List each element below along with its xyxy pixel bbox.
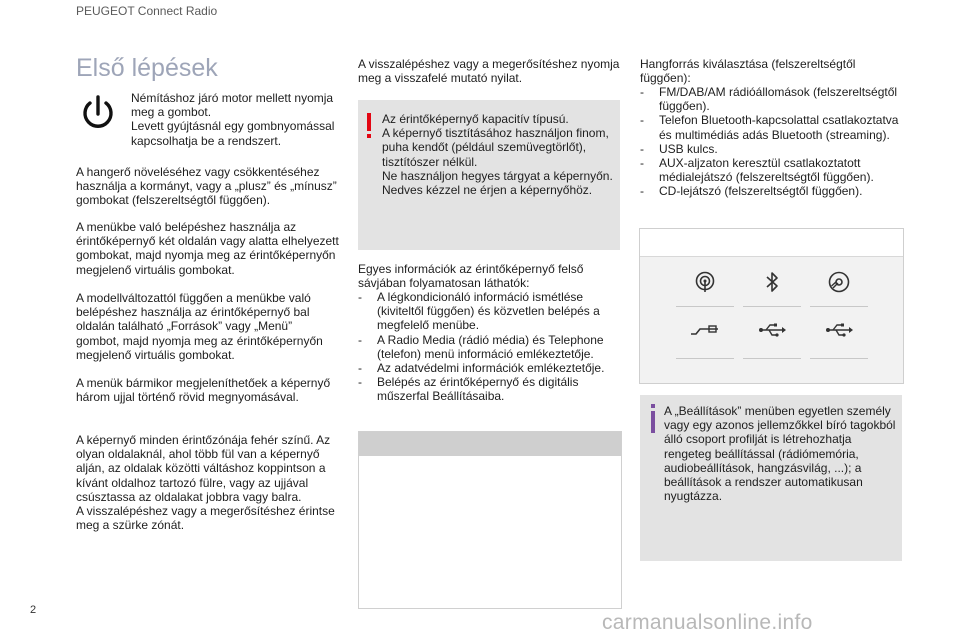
source-screen xyxy=(639,228,904,384)
source-bluetooth-button[interactable] xyxy=(743,271,801,307)
source-aux-button[interactable] xyxy=(676,323,734,359)
info-icon xyxy=(650,404,656,434)
col1-paragraph-4: A menük bármikor megjeleníthetőek a képernyő három ujjal történő rövid megnyomásával. xyxy=(76,376,331,405)
col1-paragraph-5: A képernyő minden érintőzónája fehér színű. Az olyan oldalaknál, ahol több fül van a képernyő alján, az oldalak közötti váltáshoz koppintson a kívánt oldalhoz tartozó fülre, vagy az ujjával csúsztassa az oldalakat jobbra vagy balra. A visszalépéshez vagy a megerősítéshez érintse meg a szürke zónát. xyxy=(76,433,335,533)
list-item: - A légkondicionáló információ ismétlése (kiviteltől függően) és közvetlen belépés a megfelelő menübe. xyxy=(358,290,620,333)
source-radio-button[interactable] xyxy=(676,271,734,307)
list-item: - Az adatvédelmi információk emlékeztetője. xyxy=(358,361,620,375)
cd-icon xyxy=(828,271,850,293)
col1-paragraph-2: A menükbe való belépéshez használja az érintőképernyő két oldalán vagy alatta elhelyezett gombokat, majd nyomja meg az érintőképernyőn megjelenő virtuális gombokat. xyxy=(76,220,339,277)
col2-paragraph-1: A visszalépéshez vagy a megerősítéshez nyomja meg a visszafelé mutató nyilat. xyxy=(358,57,620,86)
list-item: - AUX-aljzaton keresztül csatlakoztatott médialejátszó (felszereltségtől függően). xyxy=(640,156,902,184)
aux-icon xyxy=(690,323,720,337)
warning-icon xyxy=(366,113,372,139)
list-item: - Telefon Bluetooth-kapcsolattal csatlakoztatva és multimédiás adás Bluetooth (streaming). xyxy=(640,113,902,141)
col1-paragraph-1: A hangerő növeléséhez vagy csökkentéséhez használja a kormányt, vagy a „plusz” és „mínusz” gombokat (felszereltségtől függően). xyxy=(76,165,337,208)
power-instructions: Némításhoz járó motor mellett nyomja meg a gombot. Levett gyújtásnál egy gombnyomással kapcsolhatja be a rendszert. xyxy=(131,91,335,148)
watermark: carmanualsonline.info xyxy=(602,611,813,634)
source-usb-2-button[interactable] xyxy=(810,323,868,359)
list-item: - Belépés az érintőképernyő és digitális műszerfal Beállításaiba. xyxy=(358,375,620,403)
bluetooth-icon xyxy=(765,271,779,293)
page-number: 2 xyxy=(30,604,37,616)
col2-paragraph-2: Egyes információk az érintőképernyő felső sávjában folyamatosan láthatók: xyxy=(358,262,584,291)
info-text: A „Beállítások” menüben egyetlen személy vagy egy azonos jellemzőkkel bíró tagokból álló csoport profilját is létrehozhatja rengeteg beállítással (rádiómemória, audiobeállítások, hangzásvilág, ...); a beállítások a rendszer automatikusan nyugtázza. xyxy=(664,404,896,504)
warning-text: Az érintőképernyő kapacitív típusú. A képernyő tisztításához használjon finom, puha kendőt (például szemüvegtörlőt), tisztítószer nélkül. Ne használjon hegyes tárgyat a képernyőn. Nedves kézzel ne érjen a képernyőhöz. xyxy=(382,112,613,198)
source-cd-button[interactable] xyxy=(810,271,868,307)
source-usb-button[interactable] xyxy=(743,323,801,359)
usb-icon xyxy=(758,323,786,337)
list-item: - USB kulcs. xyxy=(640,142,902,156)
screen-body xyxy=(640,257,903,383)
usb-icon xyxy=(825,323,853,337)
list-item: - A Radio Media (rádió média) és Telephone (telefon) menü információ emlékeztetője. xyxy=(358,333,620,361)
list-item: - CD-lejátszó (felszereltségtől függően). xyxy=(640,184,902,198)
page-title: Első lépések xyxy=(76,54,218,82)
list-item: - FM/DAB/AM rádióállomások (felszereltségtől függően). xyxy=(640,85,902,113)
col1-paragraph-3: A modellváltozattól függően a menükbe való belépéshez használja az érintőképernyő bal oldalán található „Források” vagy „Menü” gombot, majd nyomja meg az érintőképernyőn megjelenő virtuális gombokat. xyxy=(76,291,323,362)
status-bar-info-list xyxy=(358,290,620,404)
audio-source-list xyxy=(640,85,902,199)
radio-icon xyxy=(694,271,716,293)
screen-top-bar xyxy=(640,229,903,257)
col3-paragraph-1: Hangforrás kiválasztása (felszereltségtől függően): xyxy=(640,57,856,86)
image-placeholder xyxy=(358,431,622,609)
power-icon xyxy=(80,94,116,134)
image-placeholder-bar xyxy=(359,432,621,456)
header-brand: PEUGEOT Connect Radio xyxy=(76,4,218,18)
